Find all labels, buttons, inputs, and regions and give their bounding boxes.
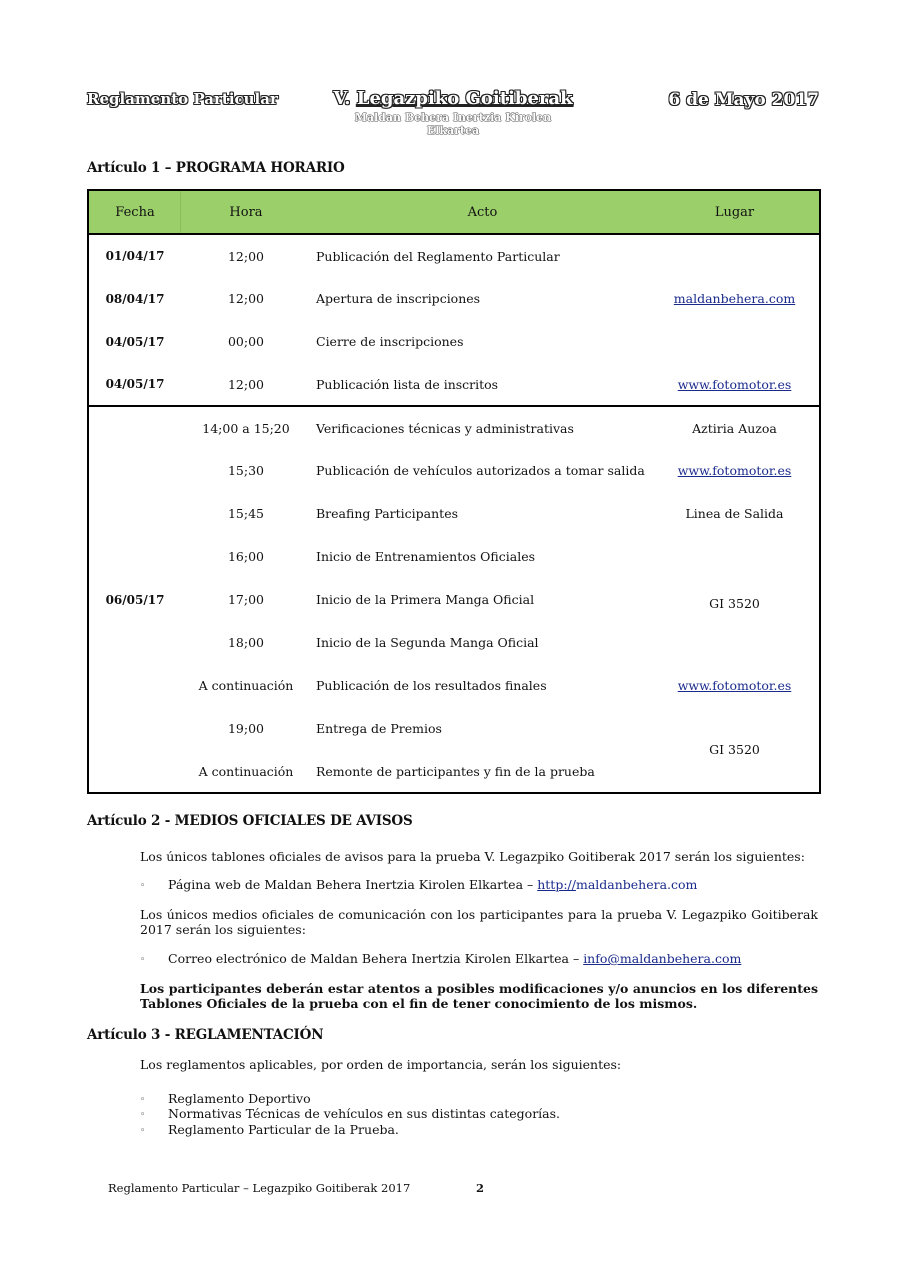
cell-lugar [650,277,820,320]
reg-item: Normativas Técnicas de vehículos en sus distintas categorías. [168,1106,561,1121]
cell-hora: 12;00 [227,376,265,392]
article2-intro2: Los únicos medios oficiales de comunicación con los participantes para la prueba V. Legazpiko Goitiberak 2017 serán los siguientes: [140,907,818,937]
header-title-prefix: V. [333,88,351,109]
cell-hora: A continuación [198,678,294,693]
cell-acto: Publicación de vehículos autorizados a tomar salida [316,463,645,478]
cell-acto: Inicio de la Primera Manga Oficial [316,592,535,607]
table-row [88,492,820,535]
header-left-title: Reglamento Particular [87,90,278,108]
link-email[interactable]: info@maldanbehera.com [583,951,742,966]
link-maldanbehera[interactable]: maldanbehera.com [673,291,796,306]
footer-text: Reglamento Particular – Legazpiko Goitiberak 2017 [108,1181,411,1195]
list-item [140,951,741,968]
cell-acto: Publicación lista de inscritos [316,376,499,392]
cell-lugar: Aztiria Auzoa [650,406,820,449]
cell-lugar [650,320,820,363]
header-title [330,88,576,109]
cell-hora: 19;00 [227,721,265,736]
table-row [88,320,820,363]
col-header-acto: Acto [311,190,650,234]
table-row [88,363,820,406]
table-row [88,234,820,277]
link-fotomotor[interactable]: www.fotomotor.es [677,463,792,478]
link-fotomotor[interactable]: www.fotomotor.es [677,678,792,693]
cell-lugar: Linea de Salida [685,506,784,521]
cell-fecha: 04/05/17 [105,377,165,391]
cell-lugar-merged: GI 3520 [709,742,760,757]
table-row [88,535,820,578]
bullet-marker: ◦ [140,1110,146,1120]
header-subtitle: Maldan Behera Inertzia Kirolen Elkartea [354,111,552,137]
cell-hora: 17;00 [227,592,265,607]
table-row [88,664,820,707]
cell-lugar [650,363,820,406]
bullet-marker: ◦ [140,955,146,965]
header-center [330,88,576,137]
cell-hora: 14;00 a 15;20 [181,406,311,449]
bullet-marker: ◦ [140,1126,146,1136]
article3-title: Artículo 3 - REGLAMENTACIÓN [87,1027,324,1043]
cell-fecha-merged: 06/05/17 [88,406,181,793]
bullet-marker: ◦ [140,881,146,891]
cell-hora: 18;00 [227,635,265,650]
cell-hora: 00;00 [227,334,265,349]
bullet1-link-rest[interactable]: maldanbehera.com [575,877,698,892]
bullet2-text: Correo electrónico de Maldan Behera Inertzia Kirolen Elkartea – [168,951,584,966]
cell-hora: 12;00 [227,248,265,264]
cell-acto: Apertura de inscripciones [316,291,481,306]
cell-lugar [650,449,820,492]
table-row [88,406,820,449]
col-header-hora: Hora [181,190,311,234]
cell-lugar [650,234,820,277]
list-item [140,1106,560,1123]
list-item [140,1122,399,1139]
cell-fecha: 04/05/17 [105,334,165,349]
reg-item: Reglamento Particular de la Prueba. [168,1122,399,1137]
cell-acto: Breafing Participantes [316,506,459,521]
list-item [140,877,697,894]
header-date: 6 de Mayo 2017 [668,90,819,110]
table-header-row [88,190,820,234]
reg-item: Reglamento Deportivo [168,1091,311,1106]
article1-title: Artículo 1 – PROGRAMA HORARIO [87,160,345,176]
col-header-fecha: Fecha [88,190,181,234]
cell-acto: Inicio de la Segunda Manga Oficial [316,635,539,650]
cell-acto: Verificaciones técnicas y administrativas [311,406,650,449]
cell-hora: 16;00 [227,549,265,564]
cell-acto: Publicación del Reglamento Particular [316,248,560,264]
page-number: 2 [476,1181,485,1195]
cell-acto: Remonte de participantes y fin de la prueba [316,763,595,779]
cell-hora: 15;30 [227,463,265,478]
cell-lugar [650,664,820,707]
cell-lugar-merged: GI 3520 [709,596,760,611]
article3-intro: Los reglamentos aplicables, por orden de importancia, serán los siguientes: [140,1057,622,1072]
header-title-main: Legazpiko Goitiberak [356,88,573,109]
col-header-lugar: Lugar [650,190,820,234]
article2-title: Artículo 2 - MEDIOS OFICIALES DE AVISOS [87,813,413,829]
cell-acto: Entrega de Premios [316,721,442,736]
link-http[interactable]: http:// [537,877,576,892]
article2-notice: Los participantes deberán estar atentos a posibles modificaciones y/o anuncios en los diferentes Tablones Oficiales de la prueba con el fin de tener conocimiento de los mismos. [140,981,818,1011]
cell-acto: Inicio de Entrenamientos Oficiales [316,549,536,564]
table-row [88,707,820,750]
article2-intro1: Los únicos tablones oficiales de avisos para la prueba V. Legazpiko Goitiberak 2017 serán los siguientes: [140,849,805,864]
cell-hora: A continuación [198,763,294,779]
bullet-marker: ◦ [140,1095,146,1105]
cell-fecha: 01/04/17 [105,249,165,263]
cell-acto: Publicación de los resultados finales [316,678,547,693]
table-row [88,277,820,320]
cell-fecha: 08/04/17 [105,291,165,306]
program-table [87,189,821,794]
link-fotomotor[interactable]: www.fotomotor.es [677,376,792,392]
cell-hora: 12;00 [227,291,265,306]
cell-acto: Cierre de inscripciones [316,334,464,349]
table-row [88,449,820,492]
bullet1-text: Página web de Maldan Behera Inertzia Kirolen Elkartea – [168,877,538,892]
cell-hora: 15;45 [227,506,265,521]
